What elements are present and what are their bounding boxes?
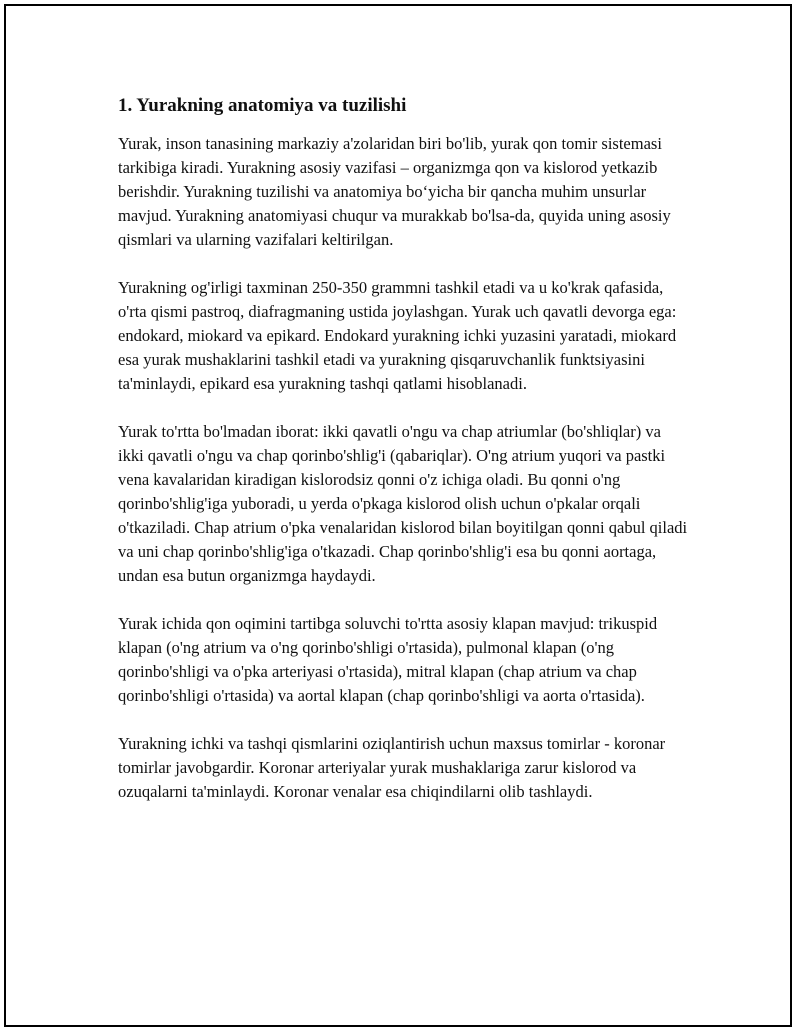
paragraph-valves: Yurak ichida qon oqimini tartibga soluvchi to'rtta asosiy klapan mavjud: trikuspid klapan (o'ng atrium va o'ng qorinbo'shligi o'rtasida), pulmonal klapan (o'ng qorinbo'shligi va o'pka arteriyasi o'rtasida), mitral klapan (chap atrium va chap qorinbo'shligi o'rtasida) va aortal klapan (chap qorinbo'shligi va aorta o'rtasida). (118, 614, 658, 705)
section-heading: 1. Yurakning anatomiya va tuzilishi (118, 95, 407, 116)
paragraph-coronary-vessels: Yurakning ichki va tashqi qismlarini oziqlantirish uchun maxsus tomirlar - koronar tomirlar javobgardir. Koronar arteriyalar yurak mushaklariga zarur kislorod va ozuqalarni ta'minlaydi. Koronar venalar esa chiqindilarni olib tashlaydi. (118, 734, 666, 801)
paragraph-weight-and-layers: Yurakning og'irligi taxminan 250-350 grammni tashkil etadi va u ko'krak qafasida, o'rta qismi pastroq, diafragmaning ustida joylashgan. Yurak uch qavatli devorga ega: endokard, miokard va epikard. Endokard yurakning ichki yuzasini yaratadi, miokard esa yurak mushaklarini tashkil etadi va yurakning qisqaruvchanlik funktsiyasini ta'minlaydi, epikard esa yurakning tashqi qatlami hisoblanadi. (118, 278, 677, 393)
paragraph-intro: Yurak, inson tanasining markaziy a'zolaridan biri bo'lib, yurak qon tomir sistemasi tarkibiga kiradi. Yurakning asosiy vazifasi – organizmga qon va kislorod yetkazib berishdir. Yurakning tuzilishi va anatomiya bo‘yicha bir qancha muhim unsurlar mavjud. Yurakning anatomiyasi chuqur va murakkab bo'lsa-da, quyida uning asosiy qismlari va ularning vazifalari keltirilgan. (118, 134, 671, 249)
paragraph-chambers: Yurak to'rtta bo'lmadan iborat: ikki qavatli o'ngu va chap atriumlar (bo'shliqlar) va ikki qavatli o'ngu va chap qorinbo'shlig'i (qabariqlar). O'ng atrium yuqori va pastki vena kavalaridan kiradigan kislorodsiz qonni o'z ichiga oladi. Bu qonni o'ng qorinbo'shlig'iga yuboradi, u yerda o'pkaga kislorod olish uchun o'pkalar orqali o'tkaziladi. Chap atrium o'pka venalaridan kislorod bilan boyitilgan qonni qabul qiladi va uni chap qorinbo'shlig'iga o'tkazadi. Chap qorinbo'shlig'i esa bu qonni aortaga, undan esa butun organizmga haydaydi. (118, 422, 688, 585)
document-body (118, 94, 688, 828)
